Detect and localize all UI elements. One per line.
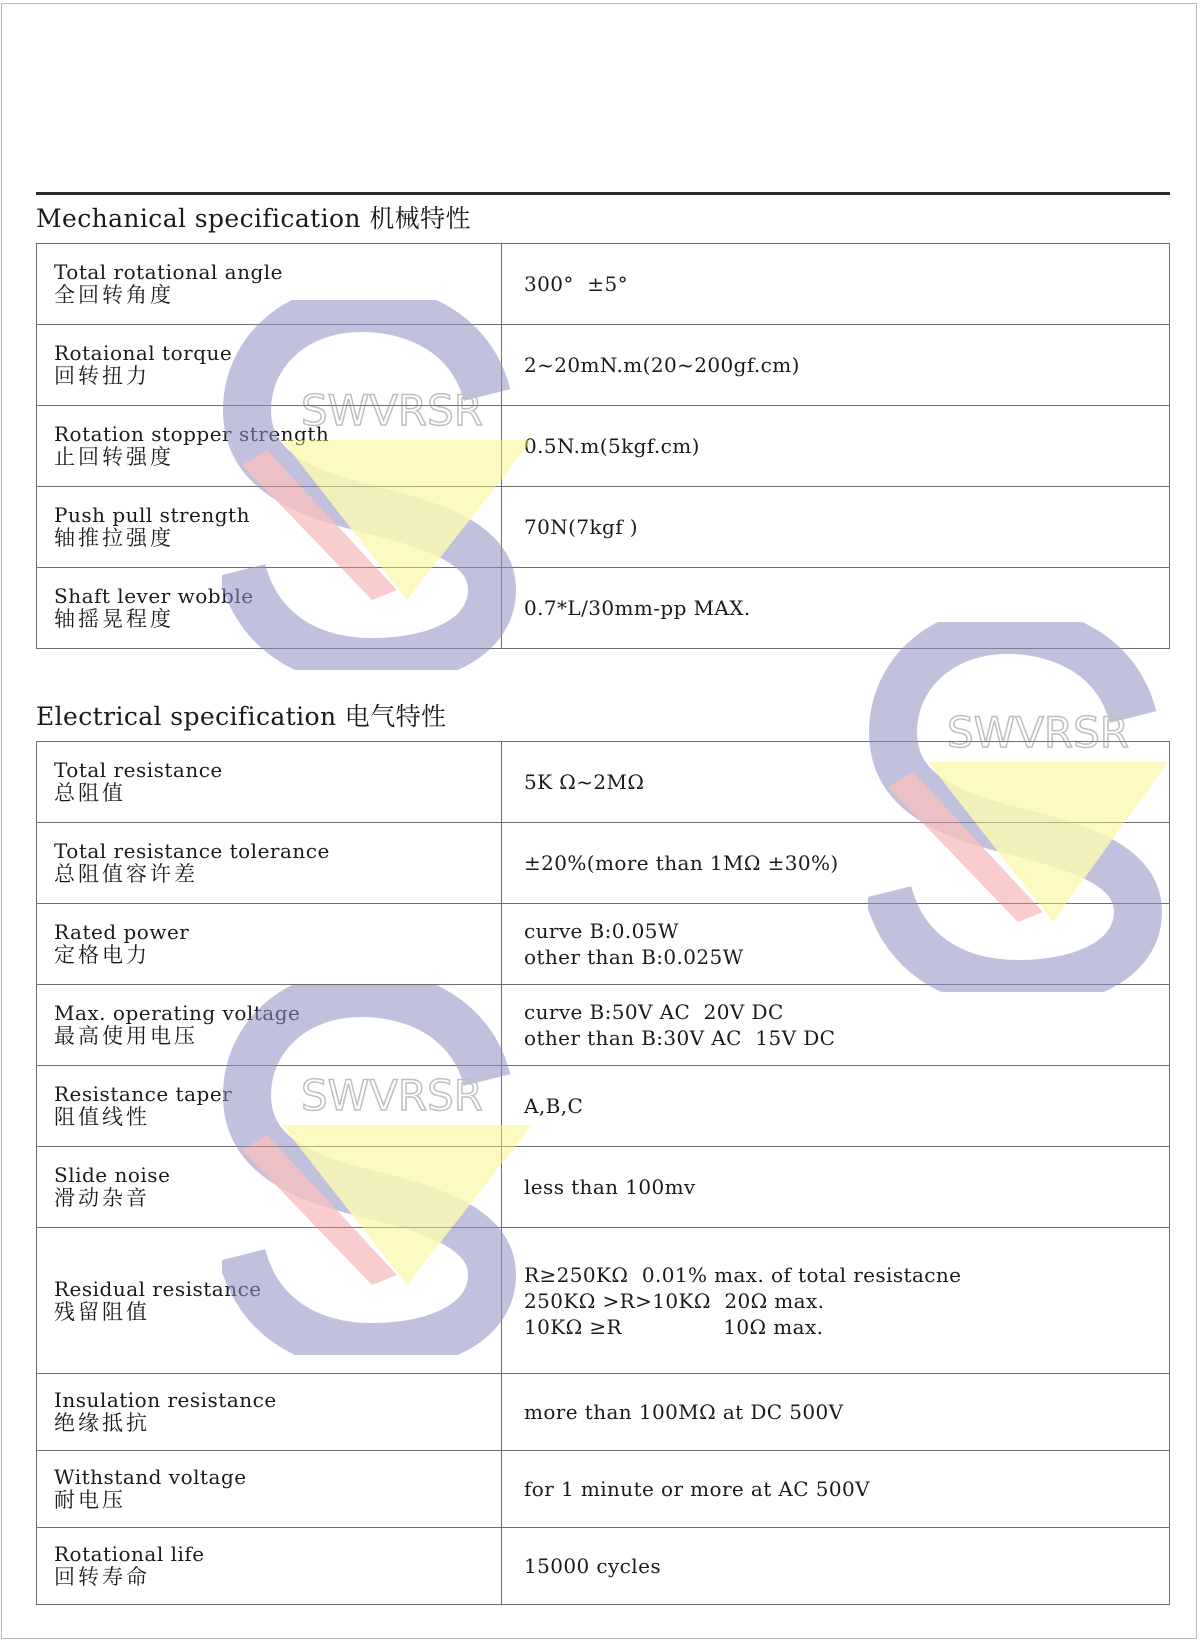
spec-label-cell [37,325,502,406]
spec-value: 2~20mN.m(20~200gf.cm) [524,353,800,377]
table-row [37,568,1170,649]
spec-label-en: Push pull strength [54,503,250,527]
top-rule [36,192,1170,195]
spec-label-cell [37,568,502,649]
spec-label-zh: 回转寿命 [54,1565,150,1589]
spec-value: A,B,C [524,1094,584,1118]
table-row [37,1228,1170,1374]
spec-value: 10KΩ ≥R 10Ω max. [524,1314,824,1339]
spec-label-zh: 最高使用电压 [54,1024,198,1048]
electrical-spec-table [36,741,1170,1605]
spec-label-en: Total resistance [54,758,223,782]
spec-value-cell [502,1147,1170,1228]
spec-label-cell [37,904,502,985]
spec-label-zh: 耐电压 [54,1488,126,1512]
spec-label-cell [37,1228,502,1374]
spec-label-cell [37,487,502,568]
spec-label-cell [37,406,502,487]
svg-text:SWVRSR: SWVRSR [301,386,483,435]
spec-value: other than B:30V AC 15V DC [524,1026,836,1050]
table-row [37,1528,1170,1605]
spec-label-cell [37,985,502,1066]
table-row [37,487,1170,568]
spec-value: more than 100MΩ at DC 500V [524,1400,844,1424]
spec-label-zh: 回转扭力 [54,364,150,388]
spec-label-cell [37,1066,502,1147]
spec-value-cell [502,487,1170,568]
spec-value-cell [502,1066,1170,1147]
spec-label-zh: 总阻值容许差 [54,862,198,886]
table-row [37,985,1170,1066]
spec-label-en: Resistance taper [54,1082,233,1106]
spec-label-zh: 总阻值 [54,781,126,805]
spec-label-zh: 绝缘抵抗 [54,1411,150,1435]
spec-value: other than B:0.025W [524,945,744,969]
spec-value-cell [502,1528,1170,1605]
table-row [37,742,1170,823]
spec-label-en: Residual resistance [54,1276,262,1301]
table-row [37,325,1170,406]
spec-value-cell [502,742,1170,823]
mechanical-section-title: Mechanical specification 机械特性 [36,204,471,233]
spec-value: for 1 minute or more at AC 500V [524,1477,870,1501]
spec-label-en: Slide noise [54,1163,171,1187]
spec-label-zh: 轴推拉强度 [54,526,174,550]
table-row [37,1374,1170,1451]
spec-label-cell [37,1147,502,1228]
spec-label-cell [37,244,502,325]
spec-label-en: Rotaional torque [54,341,233,365]
spec-value-cell [502,406,1170,487]
table-row [37,823,1170,904]
spec-label-cell [37,1528,502,1605]
table-row [37,406,1170,487]
spec-label-zh: 止回转强度 [54,445,174,469]
spec-label-zh: 残留阻值 [54,1299,150,1324]
spec-value: 70N(7kgf ) [524,515,638,539]
spec-label-en: Total rotational angle [54,260,283,284]
table-row [37,1451,1170,1528]
spec-label-cell [37,1451,502,1528]
table-row [37,904,1170,985]
spec-label-en: Insulation resistance [54,1388,277,1412]
spec-label-zh: 阻值线性 [54,1105,150,1129]
spec-value: 5K Ω~2MΩ [524,770,645,794]
spec-value: 300° ±5° [524,272,628,296]
spec-value-cell [502,568,1170,649]
spec-label-zh: 全回转角度 [54,283,174,307]
spec-value: 0.5N.m(5kgf.cm) [524,434,700,458]
spec-value-cell [502,1228,1170,1374]
mechanical-spec-table [36,243,1170,649]
spec-value-cell [502,325,1170,406]
spec-value: 15000 cycles [524,1554,661,1578]
spec-label-zh: 定格电力 [54,943,150,967]
spec-value: R≥250KΩ 0.01% max. of total resistacne [524,1262,962,1287]
spec-value-cell [502,1451,1170,1528]
spec-label-cell [37,1374,502,1451]
spec-value: 250KΩ >R>10KΩ 20Ω max. [524,1288,825,1313]
spec-value-cell [502,985,1170,1066]
spec-label-en: Rotational life [54,1542,205,1566]
spec-label-zh: 滑动杂音 [54,1186,150,1210]
svg-text:SWVRSR: SWVRSR [947,708,1129,757]
spec-label-en: Rotation stopper strength [54,422,330,446]
spec-value-cell [502,244,1170,325]
spec-value-cell [502,904,1170,985]
spec-value: ±20%(more than 1MΩ ±30%) [524,851,839,875]
spec-label-zh: 轴摇晃程度 [54,607,174,631]
spec-label-en: Rated power [54,920,190,944]
spec-label-en: Shaft lever wobble [54,584,254,608]
spec-label-cell [37,742,502,823]
spec-value-cell [502,1374,1170,1451]
spec-label-en: Withstand voltage [54,1465,247,1489]
spec-label-cell [37,823,502,904]
spec-value: 0.7*L/30mm-pp MAX. [524,596,751,620]
table-row [37,1066,1170,1147]
spec-value-cell [502,823,1170,904]
table-row [37,244,1170,325]
table-row [37,1147,1170,1228]
spec-label-en: Max. operating voltage [54,1001,301,1025]
spec-label-en: Total resistance tolerance [54,839,330,863]
spec-value: curve B:50V AC 20V DC [524,1000,784,1024]
svg-text:SWVRSR: SWVRSR [301,1071,483,1120]
spec-value: less than 100mv [524,1175,696,1199]
spec-value: curve B:0.05W [524,919,679,943]
electrical-section-title: Electrical specification 电气特性 [36,702,447,731]
